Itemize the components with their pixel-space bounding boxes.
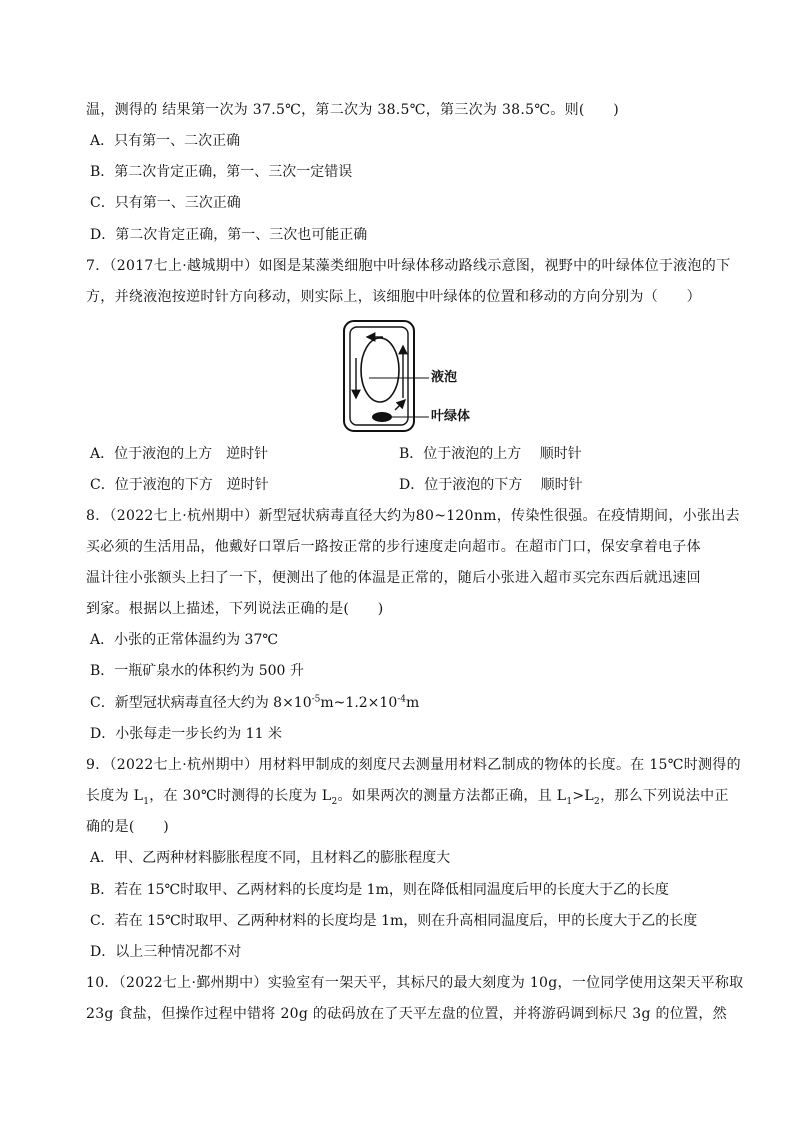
q7-stem-line-2: 方，并绕液泡按逆时针方向移动，则实际上，该细胞中叶绿体的位置和移动的方向分别为（ ） xyxy=(86,289,701,305)
q8-stem-line-4: 到家。根据以上描述，下列说法正确的是( ) xyxy=(86,601,384,617)
q6-option-a: A．只有第一、二次正确 xyxy=(90,133,241,149)
q9-option-a: A．甲、乙两种材料膨胀程度不同，且材料乙的膨胀程度大 xyxy=(90,850,451,866)
q8-option-d: D．小张每走一步长约为 11 米 xyxy=(90,726,282,742)
q9-stem-line-1: 9．（2022七上·杭州期中）用材料甲制成的刻度尺去测量用材料乙制成的物体的长度。在 15℃时测得的 xyxy=(86,757,741,773)
q9-option-d: D．以上三种情况都不对 xyxy=(90,944,242,960)
q7-stem-line-1: 7．（2017七上·越城期中）如图是某藻类细胞中叶绿体移动路线示意图，视野中的叶绿体位于液泡的下 xyxy=(86,258,731,274)
q10-stem-line-1: 10．（2022七上·鄞州期中）实验室有一架天平，其标尺的最大刻度为 10g，一位同学使用这架天平称取 xyxy=(86,975,744,991)
q9-text: >L xyxy=(572,788,595,804)
chloroplast-label: 叶绿体 xyxy=(431,409,471,424)
q9-text: ，在 30℃时测得的长度为 L xyxy=(149,788,332,804)
subscript: 1 xyxy=(143,796,150,807)
q8-option-a: A．小张的正常体温约为 37℃ xyxy=(90,632,279,648)
q9-stem-line-2 xyxy=(86,786,729,806)
q9-text: 长度为 L xyxy=(86,788,144,804)
q8-stem-line-1: 8．（2022七上·杭州期中）新型冠状病毒直径大约为80~120nm，传染性很强。在疫情期间，小张出去 xyxy=(86,508,740,524)
q10-stem-line-2: 23g 食盐，但操作过程中错将 20g 的砝码放在了天平左盘的位置，并将游码调到标尺 3g 的位置，然 xyxy=(86,1006,727,1022)
vacuole xyxy=(361,338,399,402)
q8-stem-line-2: 买必须的生活用品，他戴好口罩后一路按正常的步行速度走向超市。在超市门口，保安拿着电子体 xyxy=(86,539,701,555)
q9-option-b: B．若在 15℃时取甲、乙两材料的长度均是 1m，则在降低相同温度后甲的长度大于乙的长度 xyxy=(90,882,669,898)
exponent: -5 xyxy=(311,694,321,705)
exponent: -4 xyxy=(397,694,407,705)
subscript: 2 xyxy=(594,796,601,807)
corner-arrow xyxy=(395,400,405,410)
vacuole-label: 液泡 xyxy=(431,370,458,385)
q9-option-c: C．若在 15℃时取甲、乙两种材料的长度均是 1m，则在升高相同温度后，甲的长度大于乙的长度 xyxy=(90,913,698,929)
q6-option-b: B．第二次肯定正确，第一、三次一定错误 xyxy=(90,164,353,180)
subscript: 2 xyxy=(331,796,338,807)
q7-option-b: B．位于液泡的上方 顺时针 xyxy=(399,446,582,462)
q9-text: ，那么下列说法中正 xyxy=(600,788,729,804)
q8-option-b: B．一瓶矿泉水的体积约为 500 升 xyxy=(90,663,304,679)
q9-stem-line-3: 确的是( ) xyxy=(86,819,170,835)
q8-option-c-text: C．新型冠状病毒直径大约为 8×10 xyxy=(90,695,312,711)
q6-stem-line: 温，测得的 结果第一次为 37.5℃，第二次为 38.5℃，第三次为 38.5℃。则( ) xyxy=(86,102,620,118)
q8-option-c-text: m~1.2×10 xyxy=(320,695,398,711)
q9-text: 。如果两次的测量方法都正确，且 L xyxy=(337,788,567,804)
q8-stem-line-3: 温计往小张额头上扫了一下，便测出了他的体温是正常的，随后小张进入超市买完东西后就迅速回 xyxy=(86,570,701,586)
subscript: 1 xyxy=(566,796,573,807)
q7-option-c: C．位于液泡的下方 逆时针 xyxy=(90,477,269,493)
q8-option-c-text: m xyxy=(406,695,420,711)
q6-option-c: C．只有第一、三次正确 xyxy=(90,195,241,211)
chloroplast xyxy=(372,412,392,422)
q6-option-d: D．第二次肯定正确，第一、三次也可能正确 xyxy=(90,227,368,243)
q7-option-a: A．位于液泡的上方 逆时针 xyxy=(90,446,269,462)
q7-option-d: D．位于液泡的下方 顺时针 xyxy=(399,477,583,493)
q8-option-c xyxy=(90,693,419,713)
